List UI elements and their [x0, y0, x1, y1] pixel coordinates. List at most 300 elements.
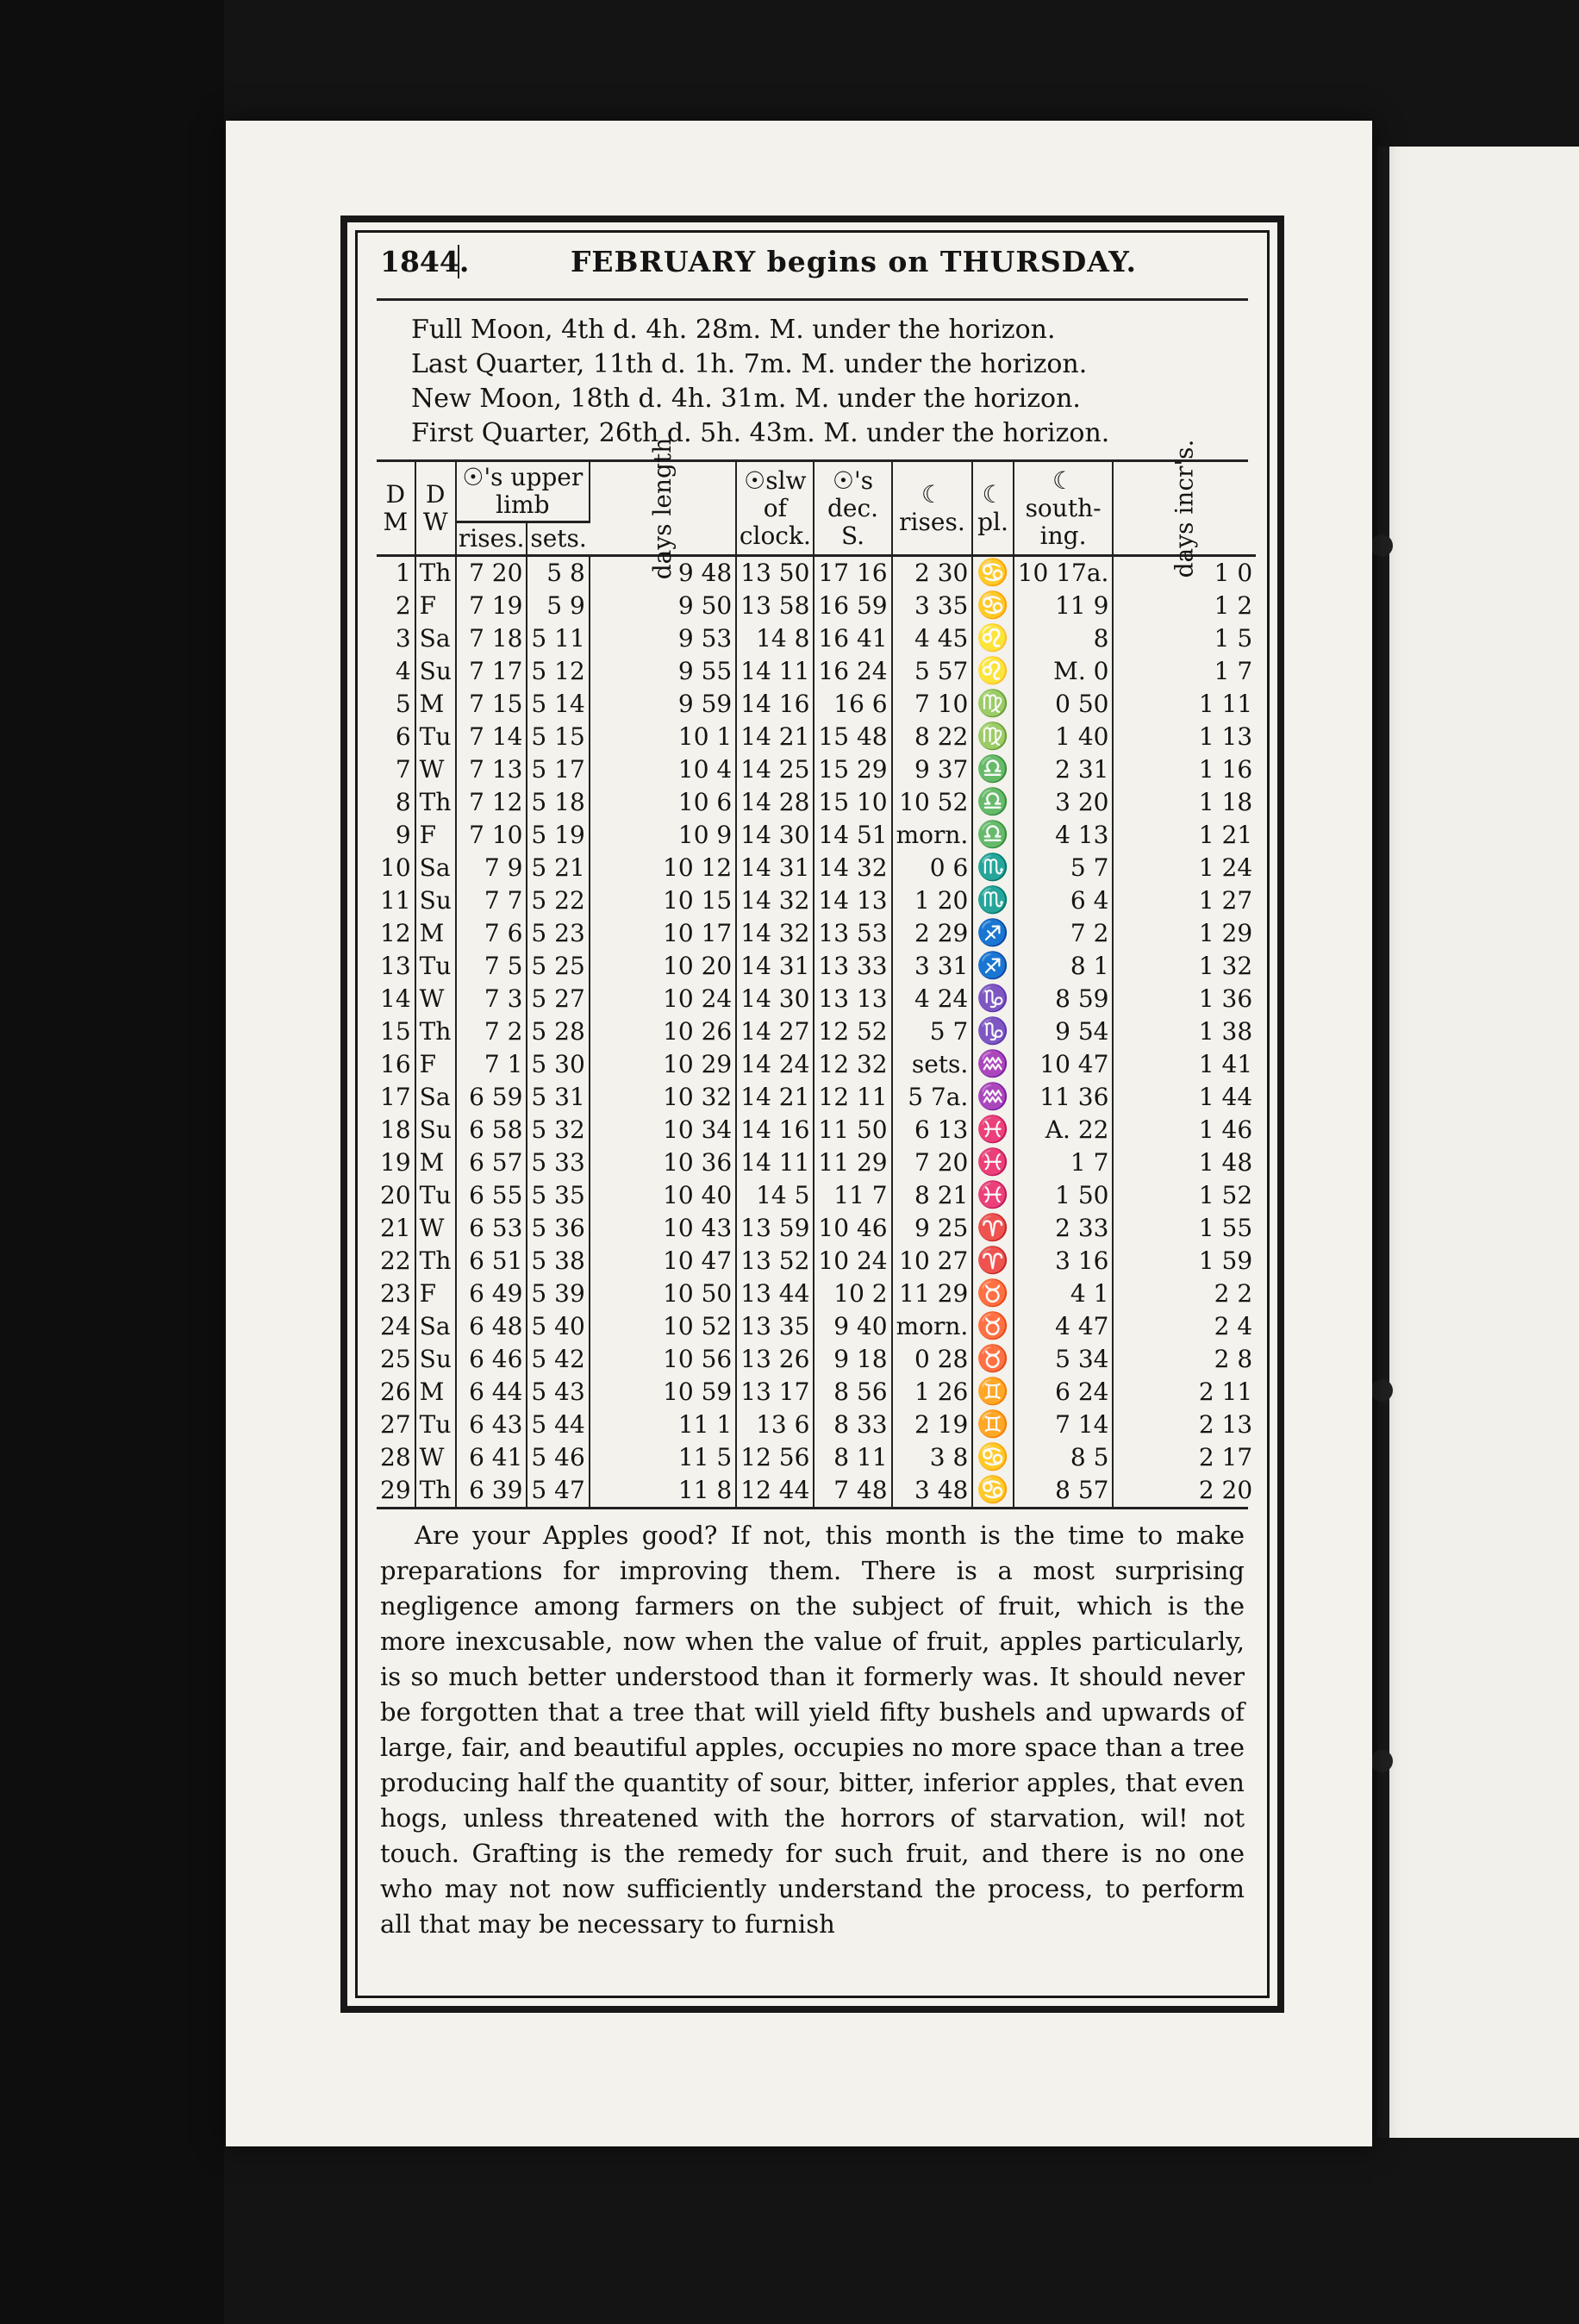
- moon-southing-cell: 4 1: [1014, 1278, 1114, 1310]
- moon-rises-cell: 4 45: [892, 622, 973, 655]
- days-increase-cell: 1 59: [1198, 1246, 1253, 1275]
- moon-rises-cell: 3 35: [892, 590, 973, 622]
- moon-rises-cell: 11 29: [892, 1278, 973, 1310]
- col-sun-rises: rises.: [456, 522, 527, 556]
- day-of-month-cell: 29: [377, 1474, 415, 1507]
- day-of-month-cell: 16: [377, 1048, 415, 1081]
- sun-sets-cell: 5 22: [527, 884, 589, 917]
- moon-southing-cell: 3 20: [1014, 786, 1114, 819]
- days-incr-label: days incr's.: [1170, 439, 1199, 578]
- table-row: [377, 688, 1256, 721]
- day-of-month-cell: 28: [377, 1441, 415, 1474]
- table-row: [377, 1409, 1256, 1441]
- day-of-month-cell: 12: [377, 917, 415, 950]
- moon-sign-cell: ♍: [972, 721, 1013, 753]
- moon-sign-cell: ♑: [972, 983, 1013, 1015]
- sun-rises-cell: 7 1: [456, 1048, 527, 1081]
- sun-slow-cell: 12 44: [736, 1474, 814, 1507]
- day-of-week-cell: Su: [415, 1343, 456, 1376]
- table-row: [377, 884, 1256, 917]
- sun-sets-cell: 5 43: [527, 1376, 589, 1409]
- moon-southing-cell: 8 1: [1014, 950, 1114, 983]
- moon-rises-cell: morn.: [892, 819, 973, 852]
- day-of-month-cell: 8: [377, 786, 415, 819]
- sun-slow-cell: 14 8: [736, 622, 814, 655]
- days-increase-cell: 1 2: [1214, 591, 1253, 620]
- moon-southing-cell: M. 0: [1014, 655, 1114, 688]
- moon-southing-cell: 3 16: [1014, 1245, 1114, 1278]
- table-row: [377, 1081, 1256, 1114]
- col-declination: ☉'s dec. S.: [814, 462, 891, 556]
- table-row: [377, 1015, 1256, 1048]
- sun-slow-cell: 14 32: [736, 884, 814, 917]
- moon-southing-cell: 7 14: [1014, 1409, 1114, 1441]
- moon-sign-cell: ♒: [972, 1081, 1013, 1114]
- days-length-cell: 10 59: [590, 1376, 736, 1409]
- table-row: [377, 1245, 1256, 1278]
- day-of-week-cell: W: [415, 983, 456, 1015]
- days-increase-cell: 1 24: [1198, 853, 1253, 882]
- moon-sign-cell: ♋: [972, 1441, 1013, 1474]
- sun-rises-cell: 6 53: [456, 1212, 527, 1245]
- table-row: [377, 721, 1256, 753]
- sun-rises-cell: 6 58: [456, 1114, 527, 1146]
- sun-sets-cell: 5 46: [527, 1441, 589, 1474]
- moon-rises-cell: 9 25: [892, 1212, 973, 1245]
- day-of-month-cell: 19: [377, 1146, 415, 1179]
- day-of-week-cell: M: [415, 688, 456, 721]
- days-increase-cell: 1 13: [1198, 722, 1253, 751]
- sun-rises-cell: 6 49: [456, 1278, 527, 1310]
- day-of-week-cell: F: [415, 819, 456, 852]
- sun-sets-cell: 5 39: [527, 1278, 589, 1310]
- declination-cell: 16 41: [814, 622, 891, 655]
- sun-slow-cell: 13 6: [736, 1409, 814, 1441]
- col-sun-sets: sets.: [527, 522, 589, 556]
- days-increase-cell: 1 55: [1198, 1214, 1253, 1242]
- sun-rises-cell: 7 15: [456, 688, 527, 721]
- day-of-month-cell: 27: [377, 1409, 415, 1441]
- days-length-cell: 10 43: [590, 1212, 736, 1245]
- moon-rises-cell: 2 30: [892, 556, 973, 590]
- day-of-month-cell: 21: [377, 1212, 415, 1245]
- day-of-week-cell: F: [415, 1048, 456, 1081]
- days-increase-cell: 1 18: [1198, 788, 1253, 816]
- days-length-cell: 10 26: [590, 1015, 736, 1048]
- day-of-week-cell: Th: [415, 1245, 456, 1278]
- days-length-cell: 11 5: [590, 1441, 736, 1474]
- moon-southing-cell: 1 7: [1014, 1146, 1114, 1179]
- moon-southing-cell: 10 17a.: [1014, 556, 1114, 590]
- table-row: [377, 556, 1256, 590]
- moon-southing-cell: 4 47: [1014, 1310, 1114, 1343]
- days-length-cell: 9 59: [590, 688, 736, 721]
- sun-sets-cell: 5 14: [527, 688, 589, 721]
- day-of-week-cell: Sa: [415, 852, 456, 884]
- days-increase-cell: 1 32: [1198, 952, 1253, 980]
- declination-cell: 14 51: [814, 819, 891, 852]
- moon-rises-cell: 8 21: [892, 1179, 973, 1212]
- days-length-cell: 9 50: [590, 590, 736, 622]
- table-row: [377, 1212, 1256, 1245]
- day-of-month-cell: 6: [377, 721, 415, 753]
- moon-sign-cell: ♓: [972, 1146, 1013, 1179]
- table-row: [377, 1146, 1256, 1179]
- calendar-body: [377, 556, 1256, 1508]
- moon-rises-cell: 8 22: [892, 721, 973, 753]
- days-increase-cell: 1 16: [1198, 755, 1253, 784]
- day-of-month-cell: 13: [377, 950, 415, 983]
- days-length-cell: 10 1: [590, 721, 736, 753]
- year: 1844.: [377, 245, 459, 278]
- moon-southing-cell: 8 59: [1014, 983, 1114, 1015]
- table-row: [377, 590, 1256, 622]
- days-length-cell: 10 56: [590, 1343, 736, 1376]
- phase-line: Last Quarter, 11th d. 1h. 7m. M. under the horizon.: [411, 349, 1088, 379]
- moon-southing-cell: 9 54: [1014, 1015, 1114, 1048]
- sun-sets-cell: 5 42: [527, 1343, 589, 1376]
- days-increase-cell: 2 20: [1198, 1476, 1253, 1504]
- moon-phases: [377, 301, 1248, 462]
- table-row: [377, 655, 1256, 688]
- sun-rises-cell: 6 39: [456, 1474, 527, 1507]
- sun-sets-cell: 5 15: [527, 721, 589, 753]
- table-row: [377, 1310, 1256, 1343]
- sun-slow-cell: 14 28: [736, 786, 814, 819]
- sun-rises-cell: 6 55: [456, 1179, 527, 1212]
- moon-rises-cell: 6 13: [892, 1114, 973, 1146]
- sun-rises-cell: 7 17: [456, 655, 527, 688]
- days-increase-cell: 2 17: [1198, 1443, 1253, 1471]
- declination-cell: 13 33: [814, 950, 891, 983]
- moon-southing-cell: 10 47: [1014, 1048, 1114, 1081]
- days-length-cell: 10 29: [590, 1048, 736, 1081]
- sun-slow-cell: 14 27: [736, 1015, 814, 1048]
- sun-rises-cell: 7 3: [456, 983, 527, 1015]
- sun-sets-cell: 5 18: [527, 786, 589, 819]
- day-of-month-cell: 10: [377, 852, 415, 884]
- table-row: [377, 1114, 1256, 1146]
- moon-southing-cell: 7 2: [1014, 917, 1114, 950]
- day-of-month-cell: 1: [377, 556, 415, 590]
- day-of-week-cell: Th: [415, 1015, 456, 1048]
- sun-slow-cell: 14 21: [736, 721, 814, 753]
- day-of-week-cell: Tu: [415, 721, 456, 753]
- declination-cell: 8 56: [814, 1376, 891, 1409]
- declination-cell: 12 11: [814, 1081, 891, 1114]
- moon-rises-cell: 5 7: [892, 1015, 973, 1048]
- sun-sets-cell: 5 11: [527, 622, 589, 655]
- declination-cell: 15 10: [814, 786, 891, 819]
- moon-rises-cell: 0 28: [892, 1343, 973, 1376]
- day-of-month-cell: 22: [377, 1245, 415, 1278]
- day-of-week-cell: W: [415, 753, 456, 786]
- days-length-cell: 11 8: [590, 1474, 736, 1507]
- moon-rises-cell: 2 29: [892, 917, 973, 950]
- table-row: [377, 1343, 1256, 1376]
- day-of-month-cell: 25: [377, 1343, 415, 1376]
- moon-sign-cell: ♐: [972, 917, 1013, 950]
- day-of-month-cell: 26: [377, 1376, 415, 1409]
- binding-stitch: [1370, 1379, 1393, 1402]
- sun-rises-cell: 7 18: [456, 622, 527, 655]
- day-of-month-cell: 23: [377, 1278, 415, 1310]
- days-increase-cell: 1 0: [1214, 559, 1253, 587]
- day-of-month-cell: 24: [377, 1310, 415, 1343]
- days-increase-cell: 1 36: [1198, 984, 1253, 1013]
- days-increase-cell: 1 44: [1198, 1083, 1253, 1111]
- sun-rises-cell: 6 43: [456, 1409, 527, 1441]
- table-row: [377, 1048, 1256, 1081]
- sun-sets-cell: 5 32: [527, 1114, 589, 1146]
- sun-sets-cell: 5 38: [527, 1245, 589, 1278]
- days-length-cell: 10 17: [590, 917, 736, 950]
- moon-sign-cell: ♈: [972, 1245, 1013, 1278]
- sun-slow-cell: 14 16: [736, 688, 814, 721]
- declination-cell: 8 33: [814, 1409, 891, 1441]
- days-length-cell: 10 9: [590, 819, 736, 852]
- moon-southing-cell: 8 5: [1014, 1441, 1114, 1474]
- moon-southing-cell: 6 24: [1014, 1376, 1114, 1409]
- moon-sign-cell: ♓: [972, 1179, 1013, 1212]
- day-of-week-cell: Th: [415, 1474, 456, 1507]
- table-row: [377, 1441, 1256, 1474]
- table-row: [377, 1179, 1256, 1212]
- days-increase-cell: 1 21: [1198, 821, 1253, 849]
- sun-slow-cell: 12 56: [736, 1441, 814, 1474]
- sun-slow-cell: 13 50: [736, 556, 814, 590]
- days-length-cell: 9 53: [590, 622, 736, 655]
- moon-southing-cell: 4 13: [1014, 819, 1114, 852]
- sun-sets-cell: 5 21: [527, 852, 589, 884]
- day-of-month-cell: 7: [377, 753, 415, 786]
- sun-sets-cell: 5 31: [527, 1081, 589, 1114]
- sun-rises-cell: 7 6: [456, 917, 527, 950]
- day-of-week-cell: Tu: [415, 950, 456, 983]
- declination-cell: 13 13: [814, 983, 891, 1015]
- sun-rises-cell: 6 46: [456, 1343, 527, 1376]
- col-sun-slow: ☉slw of clock.: [736, 462, 814, 556]
- table-row: [377, 852, 1256, 884]
- table-row: [377, 917, 1256, 950]
- scan-background: [0, 0, 224, 2324]
- days-length-cell: 11 1: [590, 1409, 736, 1441]
- declination-cell: 14 13: [814, 884, 891, 917]
- days-length-cell: 10 50: [590, 1278, 736, 1310]
- sun-slow-cell: 13 58: [736, 590, 814, 622]
- sun-rises-cell: 7 7: [456, 884, 527, 917]
- moon-sign-cell: ♋: [972, 1474, 1013, 1507]
- table-row: [377, 622, 1256, 655]
- days-increase-cell: 2 4: [1214, 1312, 1253, 1340]
- sun-rises-cell: 7 9: [456, 852, 527, 884]
- declination-cell: 15 48: [814, 721, 891, 753]
- sun-sets-cell: 5 9: [527, 590, 589, 622]
- sun-rises-cell: 7 14: [456, 721, 527, 753]
- moon-rises-cell: 9 37: [892, 753, 973, 786]
- moon-sign-cell: ♍: [972, 688, 1013, 721]
- sun-slow-cell: 14 21: [736, 1081, 814, 1114]
- sun-sets-cell: 5 19: [527, 819, 589, 852]
- days-increase-cell: 1 48: [1198, 1148, 1253, 1177]
- calendar-table: [377, 437, 1256, 1507]
- moon-southing-cell: 5 7: [1014, 852, 1114, 884]
- sun-slow-cell: 14 16: [736, 1114, 814, 1146]
- moon-sign-cell: ♑: [972, 1015, 1013, 1048]
- declination-cell: 17 16: [814, 556, 891, 590]
- sun-slow-cell: 14 11: [736, 1146, 814, 1179]
- sun-rises-cell: 6 57: [456, 1146, 527, 1179]
- day-of-month-cell: 4: [377, 655, 415, 688]
- days-length-cell: 10 32: [590, 1081, 736, 1114]
- moon-southing-cell: A. 22: [1014, 1114, 1114, 1146]
- days-increase-cell: 1 11: [1198, 690, 1253, 718]
- day-of-month-cell: 14: [377, 983, 415, 1015]
- moon-rises-cell: 2 19: [892, 1409, 973, 1441]
- declination-cell: 16 59: [814, 590, 891, 622]
- days-increase-cell: 1 27: [1198, 886, 1253, 915]
- day-of-week-cell: Su: [415, 884, 456, 917]
- moon-rises-cell: 1 20: [892, 884, 973, 917]
- table-row: [377, 1376, 1256, 1409]
- moon-sign-cell: ♉: [972, 1278, 1013, 1310]
- moon-rises-cell: 4 24: [892, 983, 973, 1015]
- moon-sign-cell: ♓: [972, 1114, 1013, 1146]
- adjacent-page-edge: [1377, 147, 1579, 2138]
- declination-cell: 10 46: [814, 1212, 891, 1245]
- day-of-week-cell: Sa: [415, 1081, 456, 1114]
- moon-southing-cell: 1 40: [1014, 721, 1114, 753]
- moon-rises-cell: 1 26: [892, 1376, 973, 1409]
- declination-cell: 12 52: [814, 1015, 891, 1048]
- col-day-month: D M: [377, 462, 415, 556]
- sun-slow-cell: 14 24: [736, 1048, 814, 1081]
- sun-slow-cell: 13 44: [736, 1278, 814, 1310]
- sun-rises-cell: 6 59: [456, 1081, 527, 1114]
- sun-slow-cell: 13 17: [736, 1376, 814, 1409]
- days-length-cell: 10 4: [590, 753, 736, 786]
- moon-sign-cell: ♌: [972, 655, 1013, 688]
- moon-rises-cell: 7 10: [892, 688, 973, 721]
- sun-rises-cell: 6 44: [456, 1376, 527, 1409]
- day-of-week-cell: Tu: [415, 1409, 456, 1441]
- days-increase-cell: 2 2: [1214, 1279, 1253, 1308]
- declination-cell: 12 32: [814, 1048, 891, 1081]
- sun-rises-cell: 7 20: [456, 556, 527, 590]
- day-of-week-cell: W: [415, 1212, 456, 1245]
- day-of-month-cell: 15: [377, 1015, 415, 1048]
- day-of-week-cell: Su: [415, 655, 456, 688]
- moon-sign-cell: ♈: [972, 1212, 1013, 1245]
- day-of-month-cell: 18: [377, 1114, 415, 1146]
- sun-rises-cell: 7 5: [456, 950, 527, 983]
- declination-cell: 8 11: [814, 1441, 891, 1474]
- declination-cell: 11 7: [814, 1179, 891, 1212]
- moon-southing-cell: 1 50: [1014, 1179, 1114, 1212]
- phase-line: Full Moon, 4th d. 4h. 28m. M. under the horizon.: [411, 315, 1056, 345]
- table-row: [377, 950, 1256, 983]
- sun-sets-cell: 5 44: [527, 1409, 589, 1441]
- days-length-cell: 10 15: [590, 884, 736, 917]
- sun-slow-cell: 14 30: [736, 983, 814, 1015]
- moon-sign-cell: ♋: [972, 556, 1013, 590]
- sun-sets-cell: 5 27: [527, 983, 589, 1015]
- declination-cell: 11 29: [814, 1146, 891, 1179]
- declination-cell: 16 24: [814, 655, 891, 688]
- days-length-cell: 9 55: [590, 655, 736, 688]
- sun-slow-cell: 14 31: [736, 950, 814, 983]
- day-of-week-cell: Su: [415, 1114, 456, 1146]
- sun-slow-cell: 14 32: [736, 917, 814, 950]
- moon-southing-cell: 2 31: [1014, 753, 1114, 786]
- day-of-week-cell: W: [415, 1441, 456, 1474]
- binding-stitch: [1370, 1750, 1393, 1772]
- moon-southing-cell: 0 50: [1014, 688, 1114, 721]
- moon-rises-cell: morn.: [892, 1310, 973, 1343]
- month-title: FEBRUARY begins on THURSDAY.: [570, 245, 1138, 278]
- day-of-week-cell: F: [415, 590, 456, 622]
- sun-sets-cell: 5 8: [527, 556, 589, 590]
- moon-rises-cell: 5 57: [892, 655, 973, 688]
- moon-sign-cell: ♉: [972, 1310, 1013, 1343]
- day-of-month-cell: 5: [377, 688, 415, 721]
- day-of-month-cell: 3: [377, 622, 415, 655]
- moon-southing-cell: 8: [1014, 622, 1114, 655]
- moon-sign-cell: ♐: [972, 950, 1013, 983]
- moon-sign-cell: ♏: [972, 852, 1013, 884]
- moon-southing-cell: 11 36: [1014, 1081, 1114, 1114]
- almanac-frame: [340, 216, 1284, 2013]
- sun-rises-cell: 6 51: [456, 1245, 527, 1278]
- essay-paragraph: Are your Apples good? If not, this month is the time to make preparations for improving them. There is a most surprising negligence among farmers on the subject of fruit, which is the more inexcusable, now when the value of fruit, apples particularly, is so much better understood than it formerly was. It should never be forgotten that a tree that will yield fifty bushels and upwards of large, fair, and beautiful apples, occupies no more space than a tree producing half the quantity of sour, bitter, inferior apples, that even hogs, unless threatened with the horrors of starvation, wil! not touch. Grafting is the remedy for such fruit, and there is no one who may not now sufficiently understand the process, to perform all that may be necessary to furnish: [377, 1507, 1248, 1942]
- sun-slow-cell: 14 11: [736, 655, 814, 688]
- almanac-content: [377, 245, 1253, 1977]
- days-length-cell: 10 40: [590, 1179, 736, 1212]
- sun-rises-cell: 7 2: [456, 1015, 527, 1048]
- col-moon-place: ☾ pl.: [972, 462, 1013, 556]
- moon-rises-cell: 10 52: [892, 786, 973, 819]
- moon-sign-cell: ♊: [972, 1376, 1013, 1409]
- declination-cell: 14 32: [814, 852, 891, 884]
- phase-line: New Moon, 18th d. 4h. 31m. M. under the horizon.: [411, 384, 1081, 414]
- moon-sign-cell: ♎: [972, 753, 1013, 786]
- moon-southing-cell: 2 33: [1014, 1212, 1114, 1245]
- sun-rises-cell: 7 13: [456, 753, 527, 786]
- col-moon-southing: ☾ south-ing.: [1014, 462, 1114, 556]
- sun-rises-cell: 6 41: [456, 1441, 527, 1474]
- day-of-week-cell: Th: [415, 786, 456, 819]
- moon-rises-cell: 5 7a.: [892, 1081, 973, 1114]
- declination-cell: 13 53: [814, 917, 891, 950]
- declination-cell: 10 2: [814, 1278, 891, 1310]
- sun-rises-cell: 7 19: [456, 590, 527, 622]
- day-of-week-cell: Sa: [415, 622, 456, 655]
- days-length-label: days length: [648, 437, 677, 579]
- table-row: [377, 1474, 1256, 1507]
- sun-sets-cell: 5 17: [527, 753, 589, 786]
- days-length-cell: 10 20: [590, 950, 736, 983]
- days-increase-cell: 2 13: [1198, 1410, 1253, 1439]
- col-day-week: D W: [415, 462, 456, 556]
- declination-cell: 9 40: [814, 1310, 891, 1343]
- sun-slow-cell: 13 59: [736, 1212, 814, 1245]
- moon-rises-cell: 7 20: [892, 1146, 973, 1179]
- days-increase-cell: 1 38: [1198, 1017, 1253, 1046]
- day-of-month-cell: 9: [377, 819, 415, 852]
- moon-rises-cell: 0 6: [892, 852, 973, 884]
- days-length-cell: 10 34: [590, 1114, 736, 1146]
- day-of-month-cell: 11: [377, 884, 415, 917]
